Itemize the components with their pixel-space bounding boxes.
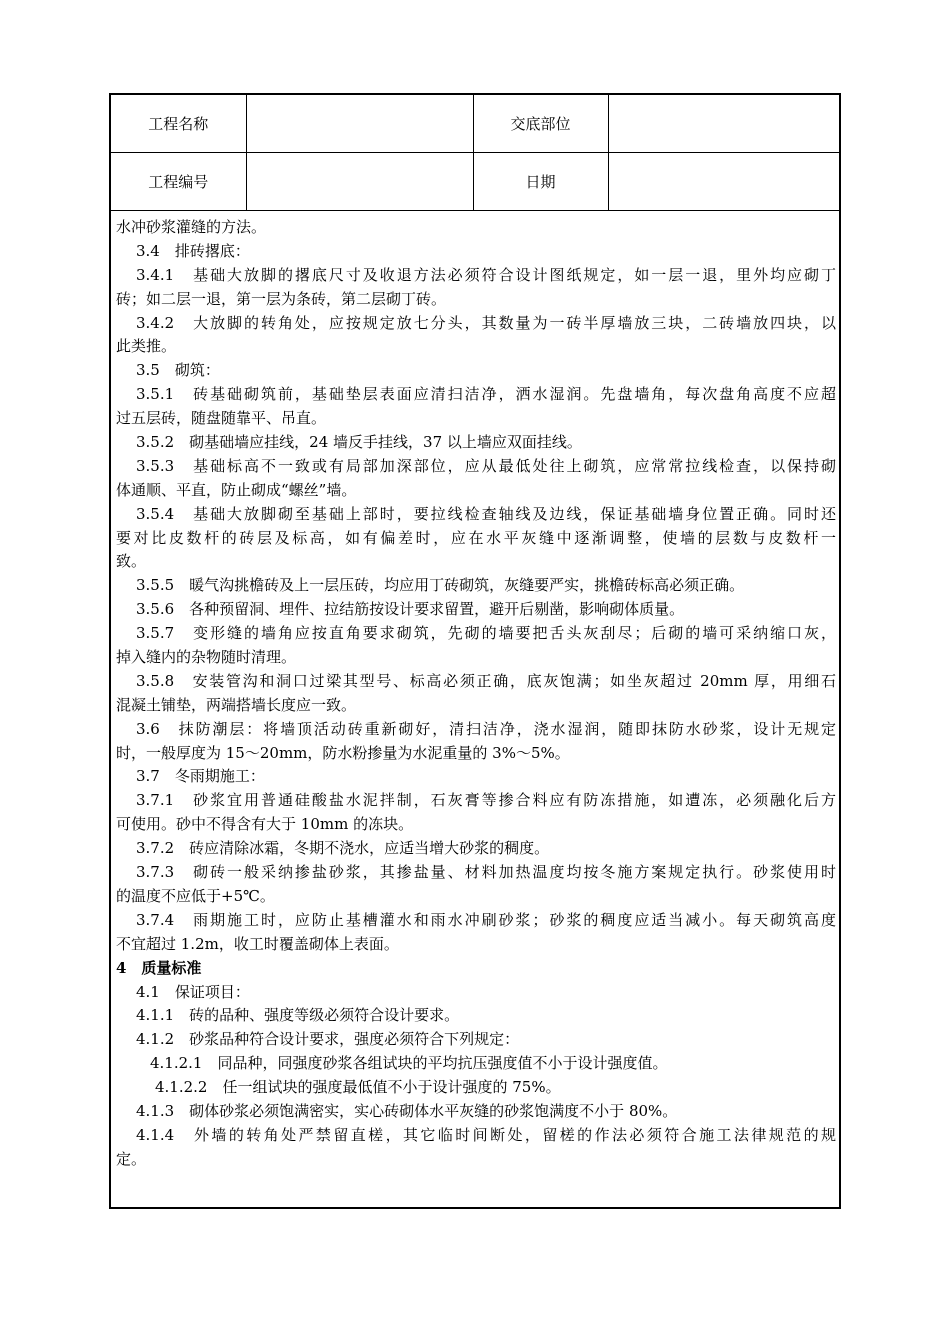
text-line: 3.7.3 砌砖一般采纳掺盐砂浆，其掺盐量、材料加热温度均按冬施方案规定执行。砂浆使用时 [136,863,836,882]
text-line: 4.1.3 砌体砂浆必须饱满密实，实心砖砌体水平灰缝的砂浆饱满度不小于 80%。 [136,1101,678,1120]
project-no-label: 工程编号 [111,153,246,211]
project-name-label: 工程名称 [111,95,246,153]
text-line: 3.5.3 基础标高不一致或有局部加深部位，应从最低处往上砌筑，应常常拉线检查，以保持砌 [136,456,836,475]
date-value [608,153,839,211]
handover-part-label: 交底部位 [473,95,608,153]
text-line: 水冲砂浆灌缝的方法。 [116,218,267,236]
text-line: 4.1.4 外墙的转角处严禁留直槎，其它临时间断处，留槎的作法必须符合施工法律规范的规 [136,1125,836,1144]
text-line: 4 质量标准 [116,958,202,977]
text-line: 混凝土铺垫，两端搭墙长度应一致。 [116,695,357,714]
text-line: 3.5.4 基础大放脚砌至基础上部时，要拉线检查轴线及边线，保证基础墙身位置正确。同时还 [136,504,836,523]
project-name-value [246,95,473,153]
text-line: 要对比皮数杆的砖层及标高，如有偏差时，应在水平灰缝中逐渐调整，使墙的层数与皮数杆一 [116,528,836,547]
header-row-1 [111,95,839,153]
text-line: 3.5.5 暖气沟挑檐砖及上一层压砖，均应用丁砖砌筑，灰缝要严实，挑檐砖标高必须正确。 [136,576,745,595]
text-line: 3.6 抹防潮层：将墙顶活动砖重新砌好，清扫洁净，浇水湿润，随即抹防水砂浆，设计无规定 [136,719,836,738]
text-line: 4.1.2.1 同品种，同强度砂浆各组试块的平均抗压强度值不小于设计强度值。 [150,1054,668,1073]
text-line: 4.1.2 砂浆品种符合设计要求，强度必须符合下列规定： [136,1030,520,1049]
text-line: 此类推。 [116,337,177,356]
date-label: 日期 [473,153,608,211]
text-line: 3.7.1 砂浆宜用普通硅酸盐水泥拌制，石灰膏等掺合料应有防冻措施，如遭冻，必须融化后方 [136,791,836,810]
text-line: 3.5.8 安装管沟和洞口过梁其型号、标高必须正确，底灰饱满；如坐灰超过 20mm 厚，用细石 [136,671,836,690]
text-line: 3.5.7 变形缝的墙角应按直角要求砌筑，先砌的墙要把舌头灰刮尽；后砌的墙可采纳缩口灰， [136,624,836,643]
text-line: 3.7 冬雨期施工： [136,767,265,786]
text-line: 3.5.2 砌基础墙应挂线，24 墙反手挂线，37 以上墙应双面挂线。 [136,433,582,452]
text-line: 4.1 保证项目： [136,982,250,1001]
body-text [116,216,836,1172]
text-line: 可使用。砂中不得含有大于 10mm 的冻块。 [116,815,414,834]
header-table [111,95,839,211]
text-line: 3.4 排砖撂底： [136,241,250,260]
text-line: 3.4.1 基础大放脚的撂底尺寸及收退方法必须符合设计图纸规定，如一层一退，里外均应砌丁 [136,265,836,284]
project-no-value [246,153,473,211]
text-line: 不宜超过 1.2m，收工时覆盖砌体上表面。 [116,934,399,953]
text-line: 4.1.2.2 任一组试块的强度最低值不小于设计强度的 75%。 [155,1078,561,1097]
text-line: 过五层砖，随盘随靠平、吊直。 [116,409,327,428]
handover-part-value [608,95,839,153]
header-row-2 [111,153,839,211]
text-line: 4.1.1 砖的品种、强度等级必须符合设计要求。 [136,1006,460,1025]
text-line: 定。 [116,1149,147,1168]
text-line: 3.7.4 雨期施工时，应防止基槽灌水和雨水冲刷砂浆；砂浆的稠度应适当减小。每天砌筑高度 [136,910,836,929]
text-line: 砖；如二层一退，第一层为条砖，第二层砌丁砖。 [116,289,447,308]
text-line: 时，一般厚度为 15～20mm，防水粉掺量为水泥重量的 3%～5%。 [116,743,570,762]
text-line: 3.7.2 砖应清除冰霜，冬期不浇水，应适当增大砂浆的稠度。 [136,839,550,858]
text-line: 掉入缝内的杂物随时清理。 [116,648,297,667]
text-line: 的温度不应低于+5℃。 [116,886,275,905]
text-line: 体通顺、平直，防止砌成“螺丝”墙。 [116,480,357,499]
text-line: 致。 [116,552,147,571]
document-sheet [109,93,841,1209]
text-line: 3.5 砌筑： [136,361,220,380]
text-line: 3.5.1 砖基础砌筑前，基础垫层表面应清扫洁净，洒水湿润。先盘墙角，每次盘角高度不应超 [136,385,836,404]
text-line: 3.5.6 各种预留洞、埋件、拉结筋按设计要求留置，避开后剔凿，影响砌体质量。 [136,600,685,619]
text-line: 3.4.2 大放脚的转角处，应按规定放七分头，其数量为一砖半厚墙放三块，二砖墙放四块，以 [136,313,836,332]
